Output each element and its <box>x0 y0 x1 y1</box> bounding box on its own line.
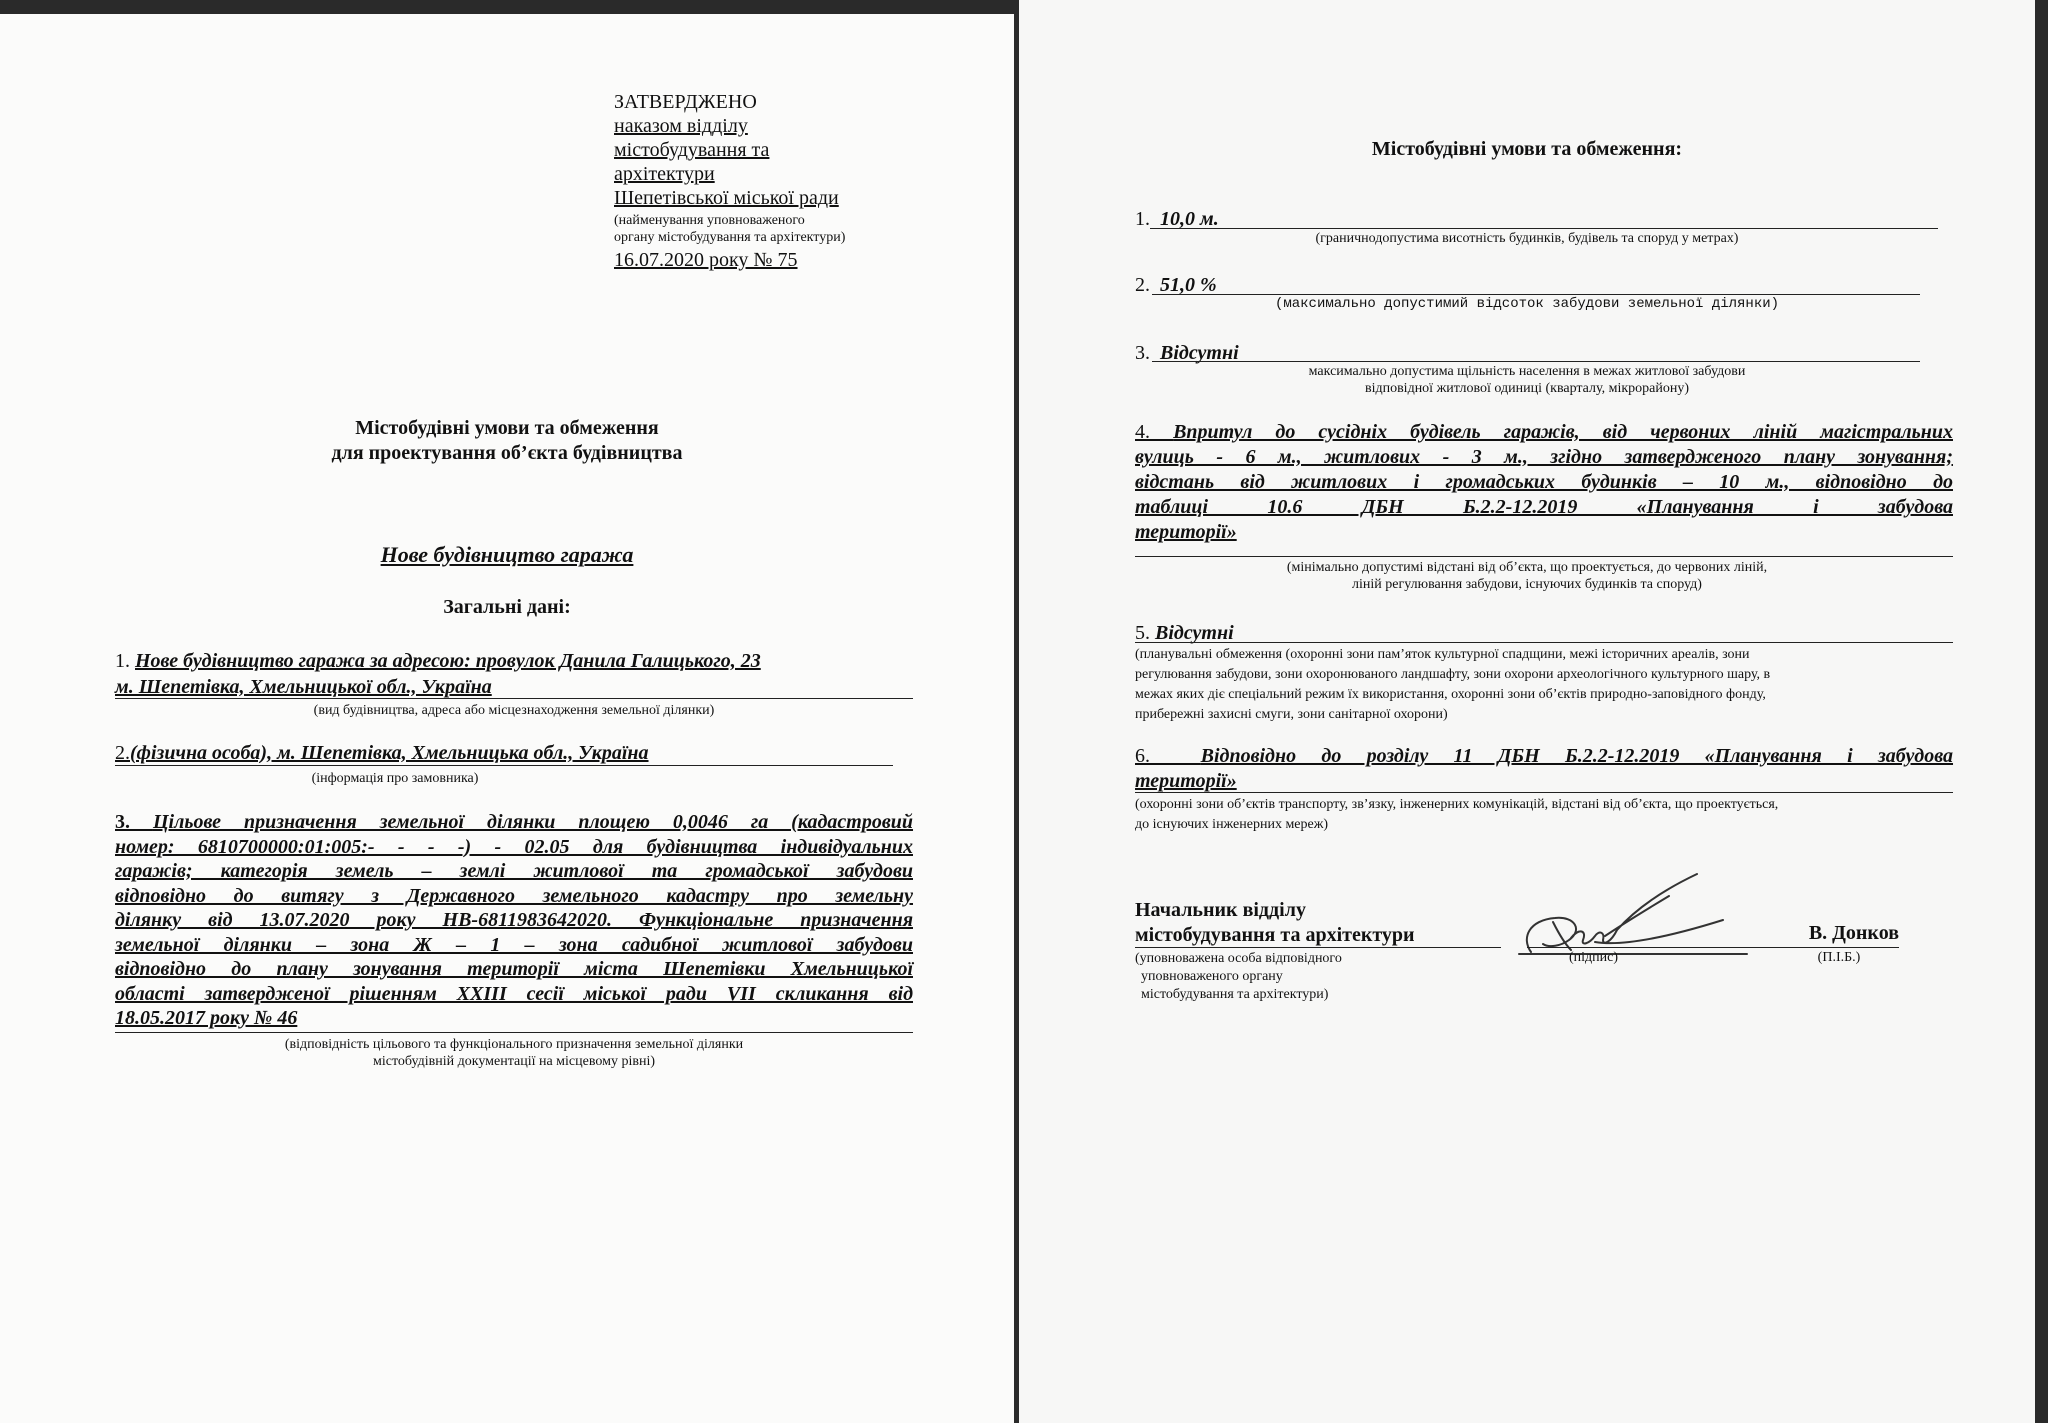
item-text: Цільове призначення земельної ділянки площею 0,0046 га (кадастровий <box>152 811 914 833</box>
item-caption: (максимально допустимий відсоток забудови земельної ділянки) <box>1274 296 1780 312</box>
item-value: 51,0 % <box>1160 274 1217 296</box>
item-caption <box>1019 559 2035 593</box>
item-caption <box>1019 363 2035 397</box>
page-left <box>0 14 1014 1423</box>
underline-rule <box>115 698 913 699</box>
name-caption: (П.І.Б.) <box>1817 950 1861 965</box>
approval-order: 16.07.2020 року № 75 <box>614 249 798 271</box>
caption-line: (уповноважена особа відповідного <box>1135 951 1342 966</box>
caption-line: до існуючих інженерних мереж) <box>1135 817 1329 832</box>
document-title <box>0 416 1014 466</box>
caption-line: містобудівній документації на місцевому рівні) <box>372 1054 655 1069</box>
page-right <box>1019 0 2035 1423</box>
condition-item-6 <box>1135 744 1953 794</box>
position-line: містобудування та архітектури <box>1135 924 1415 946</box>
item-number: 2. <box>1135 274 1150 296</box>
underline-rule <box>1751 947 1899 948</box>
item-text: м. Шепетівка, Хмельницької обл., Україна <box>115 676 492 698</box>
underline-rule <box>115 765 893 766</box>
underline-rule <box>1152 361 1920 362</box>
item-text: гаражів; категорія земель – землі житлової та громадської забудови <box>115 860 913 882</box>
item-number: 3. <box>1135 342 1150 364</box>
caption-line: прибережні захисні смуги, зони санітарної охорони) <box>1135 707 1448 722</box>
item-text: території» <box>1135 770 1237 792</box>
item-number: 2. <box>115 742 130 764</box>
title-line: для проектування об’єкта будівництва <box>331 442 683 464</box>
object-name: Нове будівництво гаража <box>380 542 634 567</box>
item-text: вулиць - 6 м., житлових - 3 м., згідно затвердженого плану зонування; <box>1135 446 1953 468</box>
approval-caption: (найменування уповноваженого <box>614 213 805 228</box>
approval-block <box>614 90 845 272</box>
item-text: 18.05.2017 року № 46 <box>115 1007 298 1029</box>
approval-caption: органу містобудування та архітектури) <box>614 230 846 245</box>
conditions-heading: Містобудівні умови та обмеження: <box>1371 138 1683 160</box>
approval-line: містобудування та <box>614 139 770 161</box>
item-number: 5. <box>1135 622 1150 644</box>
underline-rule <box>115 1032 913 1033</box>
item-value: Відсутні <box>1160 342 1239 364</box>
item-caption <box>1135 795 1965 835</box>
item-text: відповідно до плану зонування території міста Шепетівки Хмельницької <box>115 958 913 980</box>
position-caption <box>1135 950 1342 1004</box>
item-caption <box>115 1036 913 1070</box>
caption-line: відповідної житлової одиниці (кварталу, мікрорайону) <box>1364 381 1690 396</box>
item-caption <box>1135 645 1965 725</box>
item-text: області затвердженої рішенням XXIII сесії міської ради VII скликання від <box>115 982 913 1005</box>
item-value: 10,0 м. <box>1160 208 1219 230</box>
caption-line: (охоронні зони об’єктів транспорту, зв’язку, інженерних комунікацій, відстані від об’єкта, що проектується, <box>1135 797 1779 812</box>
general-item-1 <box>115 648 915 700</box>
item-number: 1. <box>1135 208 1150 230</box>
position-line: Начальник відділу <box>1135 899 1306 921</box>
general-heading: Загальні дані: <box>443 596 571 618</box>
underline-rule <box>1135 556 1953 557</box>
general-item-3 <box>115 810 913 1031</box>
underline-rule <box>1135 642 1953 643</box>
item-text: номер: 6810700000:01:005:- - - -) - 02.05 для будівництва індивідуальних <box>115 835 913 858</box>
item-text: Нове будівництво гаража за адресою: провулок Данила Галицького, 23 <box>135 650 761 672</box>
signature-caption: (підпис) <box>1569 950 1619 965</box>
title-line: Містобудівні умови та обмеження <box>355 417 659 439</box>
item-caption: (інформація про замовника) <box>311 771 479 786</box>
approval-line: архітектури <box>614 163 715 185</box>
item-caption: (граничнодопустима висотність будинків, будівель та споруд у метрах) <box>1315 231 1739 246</box>
caption-line: містобудування та архітектури) <box>1141 987 1329 1002</box>
item-number: 1. <box>115 650 130 672</box>
underline-rule <box>1150 228 1938 229</box>
caption-line: межах яких діє спеціальний режим їх використання, охоронні зони об’єктів природно-заповідного фонду, <box>1135 687 1766 702</box>
item-number: 3. <box>115 811 130 833</box>
item-text: таблиці 10.6 ДБН Б.2.2-12.2019 «Планування і забудова <box>1135 496 1953 518</box>
approval-heading: ЗАТВЕРДЖЕНО <box>614 91 757 113</box>
item-text: земельної ділянки – зона Ж – 1 – зона садибної житлової забудови <box>115 933 913 956</box>
caption-line: (відповідність цільового та функціонального призначення земельної ділянки <box>284 1037 744 1052</box>
item-number: 6. <box>1135 745 1150 767</box>
underline-rule <box>1135 947 1501 948</box>
caption-line: ліній регулювання забудови, існуючих будинків та споруд) <box>1352 577 1702 592</box>
signatory-position <box>1135 898 1415 948</box>
condition-item-4 <box>1135 420 1953 545</box>
approval-line: Шепетівської міської ради <box>614 187 839 209</box>
item-caption: (вид будівництва, адреса або місцезнаходження земельної ділянки) <box>313 703 715 718</box>
item-text: (фізична особа), м. Шепетівка, Хмельницька обл., Україна <box>130 742 649 764</box>
caption-line: максимально допустима щільність населення в межах житлової забудови <box>1308 364 1746 379</box>
item-text: Відповідно до розділу 11 ДБН Б.2.2-12.2019 «Планування і забудова <box>1200 745 1954 767</box>
item-value: Відсутні <box>1155 622 1234 644</box>
caption-line: регулювання забудови, зони охоронюваного ландшафту, зони охорони археологічного культурного шару, в <box>1135 667 1771 682</box>
approval-line: наказом відділу <box>614 115 748 137</box>
item-text: території» <box>1135 521 1237 543</box>
general-item-2 <box>115 740 649 766</box>
item-text: Впритул до сусідніх будівель гаражів, від червоних ліній магістральних <box>1173 421 1953 443</box>
underline-rule <box>1152 294 1920 295</box>
underline-rule <box>1527 947 1753 948</box>
item-text: відповідно до витягу з Державного земельного кадастру про земельну <box>115 884 913 907</box>
item-text: відстань від житлових і громадських будинків – 10 м., відповідно до <box>1135 471 1953 493</box>
caption-line: (планувальні обмеження (охоронні зони пам’яток культурної спадщини, межі історичних ареалів, зони <box>1135 647 1750 662</box>
underline-rule <box>1135 792 1953 793</box>
caption-line: (мінімально допустимі відстані від об’єкта, що проектується, до червоних ліній, <box>1286 560 1768 575</box>
item-number: 4. <box>1135 421 1150 443</box>
item-text: ділянку від 13.07.2020 року НВ-6811983642020. Функціональне призначення <box>115 909 913 931</box>
caption-line: уповноваженого органу <box>1141 969 1283 984</box>
signatory-name: В. Донков <box>1808 922 1899 944</box>
